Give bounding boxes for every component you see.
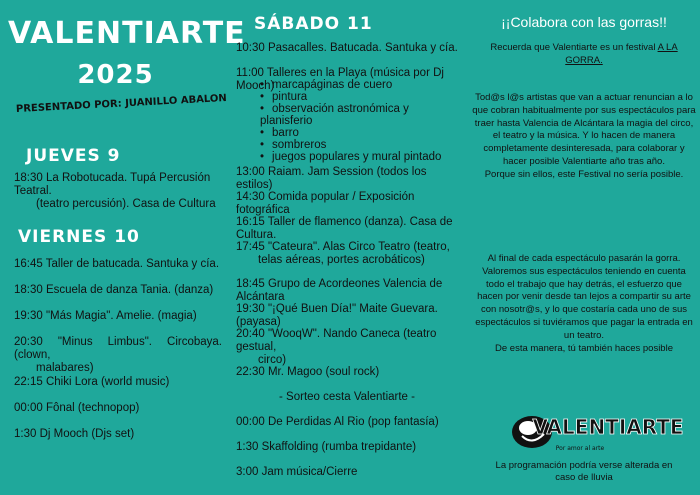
friday-event: 18:30 Escuela de danza Tania. (danza)	[14, 284, 214, 296]
saturday-event: 20:40 "WooqW". Nando Caneca (teatro gestual, circo)	[236, 328, 437, 366]
saturday-event: 19:30 "¡Qué Buen Día!" Maite Guevara. (payasa)	[236, 303, 438, 328]
saturday-event: 18:45 Grupo de Acordeones Valencia de Alcántara	[236, 278, 443, 303]
friday-event: 16:45 Taller de batucada. Santuka y cía.	[14, 258, 220, 270]
logo-text: VALENTIARTE	[532, 415, 684, 439]
workshop-item: • sombreros	[260, 139, 460, 151]
festival-year: 2025	[77, 60, 154, 90]
column-collaborate	[468, 0, 700, 495]
gorra-link-text: A LA GORRA.	[565, 42, 678, 66]
friday-event: 1:30 Dj Mooch (Djs set)	[14, 428, 135, 440]
thursday-heading: JUEVES 9	[26, 146, 121, 166]
saturday-event: 1:30 Skaffolding (rumba trepidante)	[236, 441, 417, 453]
saturday-event: 3:00 Jam música/Cierre	[236, 466, 358, 478]
presenter-credit: PRESENTADO POR: JUANILLO ABALON	[15, 92, 228, 115]
column-saturday	[232, 0, 460, 495]
saturday-heading: SÁBADO 11	[254, 14, 373, 34]
festival-title: VALENTIARTE	[8, 16, 246, 51]
collaborate-intro: Recuerda que Valentiarte es un festival A LA GORRA.	[490, 42, 678, 66]
column-thursday-friday	[0, 0, 246, 495]
valentiarte-logo	[508, 406, 684, 454]
saturday-event: 16:15 Taller de flamenco (danza). Casa de Cultura.	[236, 216, 453, 241]
friday-heading: VIERNES 10	[18, 227, 140, 247]
artists-paragraph: Tod@s l@s artistas que van a actuar renuncian a lo que cobran habitualmente por sus espectáculos para traer hasta Valencia de Alcántara la magia del circo, el teatro y la música. Y lo hacen de manera completamente desinteresada, para colaborar y hacer posible Valentiarte año tras año. Porque sin ellos, este Festival no sería posible.	[472, 92, 696, 180]
hat-paragraph: Al final de cada espectáculo pasarán la gorra. Valoremos sus espectáculos teniendo en cuenta todo el trabajo que hay detrás, el esfuerzo que hacen por venir desde tan lejos a compartir su arte con nosotr@s, y lo que costaría cada uno de sus espectáculos si tuviéramos que pagar la entrada en un teatro. De esta manera, tú también haces posible	[475, 253, 693, 354]
raffle-note: - Sorteo cesta Valentiarte -	[279, 391, 415, 403]
rain-disclaimer: La programación podría verse alterada en caso de lluvia	[495, 460, 673, 483]
collaborate-title: ¡¡Colabora con las gorras!!	[501, 14, 667, 30]
workshop-item: • pintura	[260, 91, 460, 103]
saturday-event: 10:30 Pasacalles. Batucada. Santuka y cía.	[236, 42, 458, 54]
saturday-event: 14:30 Comida popular / Exposición fotográfica	[236, 191, 415, 216]
friday-event: 22:15 Chiki Lora (world music)	[14, 376, 170, 388]
saturday-workshops-title: 11:00 Talleres en la Playa (música por Dj Mooch)	[236, 67, 444, 92]
friday-event: 20:30 "Minus Limbus". Circobaya. (clown, malabares)	[14, 336, 222, 374]
workshop-item: • observación astronómica y planisferio	[260, 103, 460, 127]
logo-tagline: Por amor al arte	[555, 445, 605, 452]
saturday-event: 13:00 Raiam. Jam Session (todos los estilos)	[236, 166, 427, 191]
workshop-item: • barro	[260, 127, 460, 139]
workshop-item: • marcapáginas de cuero	[260, 79, 460, 91]
workshops-list	[260, 79, 460, 163]
saturday-event: 17:45 "Cateura". Alas Circo Teatro (teatro, telas aéreas, portes acrobáticos)	[236, 241, 450, 266]
workshop-item: • juegos populares y mural pintado	[260, 151, 460, 163]
saturday-event: 22:30 Mr. Magoo (soul rock)	[236, 366, 380, 378]
friday-event: 19:30 "Más Magia". Amelie. (magia)	[14, 310, 197, 322]
friday-event: 00:00 Fônal (technopop)	[14, 402, 140, 414]
saturday-event: 00:00 De Perdidas Al Rio (pop fantasía)	[236, 416, 439, 428]
thursday-event: 18:30 La Robotucada. Tupá Percusión Teatral. (teatro percusión). Casa de Cultura	[14, 172, 216, 210]
